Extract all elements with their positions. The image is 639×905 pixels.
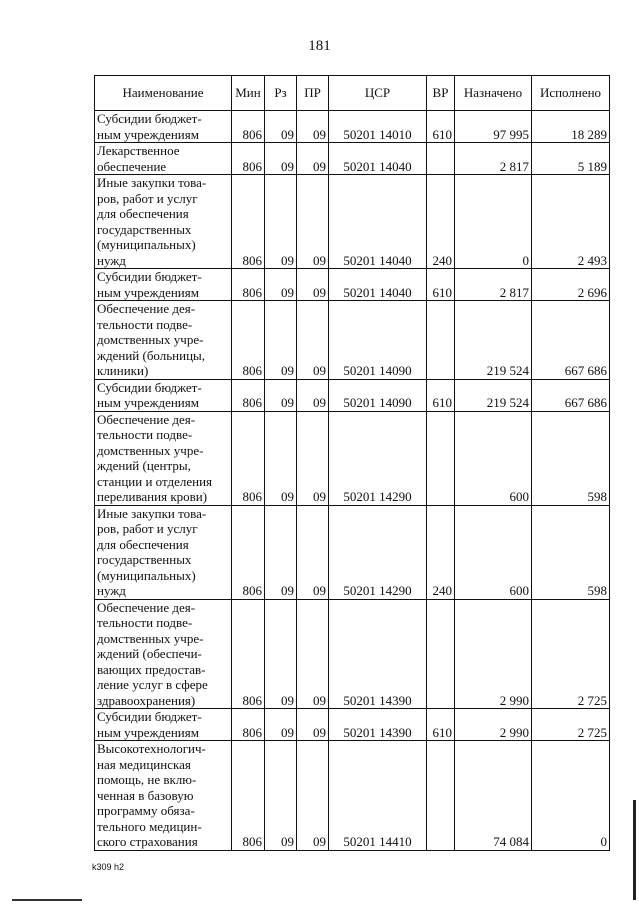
cell-name-line: ным учреждениям — [97, 724, 199, 740]
cell-assigned: 600 — [455, 411, 532, 505]
cell-vr: 610 — [427, 709, 455, 741]
cell-name-line: для обеспечения — [97, 536, 189, 552]
cell-name — [95, 709, 232, 741]
cell-pr: 09 — [297, 505, 329, 599]
cell-rz: 09 — [265, 411, 297, 505]
cell-name-line: государственных — [97, 221, 192, 237]
cell-vr: 610 — [427, 111, 455, 143]
cell-csr: 50201 14090 — [329, 379, 427, 411]
cell-rz: 09 — [265, 505, 297, 599]
cell-name-line: станции и отделения — [97, 473, 213, 489]
cell-name — [95, 175, 232, 269]
header-name: Наименование — [95, 76, 232, 111]
cell-name-line: ным учреждениям — [97, 126, 199, 142]
cell-name-line: тельности подве- — [97, 316, 193, 332]
cell-name-line: здравоохранения) — [97, 692, 196, 708]
cell-executed: 598 — [532, 505, 610, 599]
cell-name-line: для обеспечения — [97, 206, 189, 221]
cell-min: 806 — [232, 709, 265, 741]
cell-csr: 50201 14410 — [329, 741, 427, 851]
cell-name — [95, 741, 232, 851]
header-rz: Рз — [265, 76, 297, 111]
cell-name-line: тельного медицин- — [97, 818, 202, 834]
cell-min: 806 — [232, 143, 265, 175]
cell-name-line: ным учреждениям — [97, 284, 199, 300]
cell-min: 806 — [232, 411, 265, 505]
cell-name-line: Иные закупки това- — [97, 505, 207, 521]
cell-name-line: Субсидии бюджет- — [97, 111, 202, 126]
cell-pr: 09 — [297, 379, 329, 411]
cell-vr: 240 — [427, 175, 455, 269]
cell-min: 806 — [232, 111, 265, 143]
cell-csr: 50201 14040 — [329, 269, 427, 301]
cell-pr: 09 — [297, 741, 329, 851]
cell-rz: 09 — [265, 741, 297, 851]
cell-name — [95, 599, 232, 709]
cell-name-line: ров, работ и услуг — [97, 521, 198, 536]
cell-pr: 09 — [297, 111, 329, 143]
cell-pr: 09 — [297, 175, 329, 269]
cell-min: 806 — [232, 301, 265, 380]
cell-vr — [427, 411, 455, 505]
cell-assigned: 219 524 — [455, 301, 532, 380]
cell-rz: 09 — [265, 599, 297, 709]
cell-csr: 50201 14390 — [329, 709, 427, 741]
cell-executed: 18 289 — [532, 111, 610, 143]
cell-name-line: ского страхования — [97, 834, 198, 849]
cell-name-line: ная медицинская — [97, 756, 191, 772]
cell-min: 806 — [232, 269, 265, 301]
scan-line-mark — [12, 899, 82, 901]
cell-executed: 2 725 — [532, 709, 610, 741]
cell-name-line: вающих предостав- — [97, 661, 206, 677]
cell-name-line: Субсидии бюджет- — [97, 709, 202, 724]
cell-vr: 610 — [427, 269, 455, 301]
cell-min: 806 — [232, 599, 265, 709]
cell-name-line: нужд — [97, 252, 126, 268]
cell-name — [95, 411, 232, 505]
cell-executed: 5 189 — [532, 143, 610, 175]
cell-rz: 09 — [265, 111, 297, 143]
table-row — [95, 379, 610, 411]
cell-name-line: нужд — [97, 583, 126, 598]
cell-vr — [427, 301, 455, 380]
cell-min: 806 — [232, 741, 265, 851]
table-row — [95, 741, 610, 851]
cell-pr: 09 — [297, 411, 329, 505]
table-row — [95, 301, 610, 380]
cell-name-line: ление услуг в сфере — [97, 677, 208, 692]
cell-vr — [427, 143, 455, 175]
header-vr: ВР — [427, 76, 455, 111]
cell-name-line: тельности подве- — [97, 427, 193, 442]
budget-table — [94, 75, 610, 851]
header-min: Мин — [232, 76, 265, 111]
table-row — [95, 143, 610, 175]
cell-name-line: клиники) — [97, 363, 149, 378]
cell-assigned: 0 — [455, 175, 532, 269]
header-executed: Исполнено — [532, 76, 610, 111]
header-pr: ПР — [297, 76, 329, 111]
cell-pr: 09 — [297, 599, 329, 709]
header-assigned: Назначено — [455, 76, 532, 111]
cell-name-line: домственных учре- — [97, 442, 204, 458]
cell-vr — [427, 741, 455, 851]
cell-csr: 50201 14090 — [329, 301, 427, 380]
cell-name-line: государственных — [97, 552, 192, 567]
cell-name-line: Обеспечение дея- — [97, 301, 196, 316]
cell-name-line: Субсидии бюджет- — [97, 269, 202, 284]
cell-pr: 09 — [297, 301, 329, 380]
cell-vr — [427, 599, 455, 709]
cell-executed: 667 686 — [532, 301, 610, 380]
scan-edge-mark — [633, 800, 636, 900]
cell-name-line: Обеспечение дея- — [97, 411, 196, 427]
cell-name-line: Высокотехнологич- — [97, 741, 206, 756]
cell-name — [95, 111, 232, 143]
cell-csr: 50201 14040 — [329, 143, 427, 175]
cell-name-line: ждений (обеспечи- — [97, 646, 202, 661]
table-row — [95, 411, 610, 505]
page-number: 181 — [308, 38, 331, 54]
cell-name — [95, 301, 232, 380]
cell-name-line: программу обяза- — [97, 803, 195, 818]
cell-name-line: ждений (больницы, — [97, 347, 206, 363]
cell-name-line: ченная в базовую — [97, 787, 194, 803]
table-row — [95, 599, 610, 709]
cell-name-line: тельности подве- — [97, 615, 193, 630]
cell-name — [95, 269, 232, 301]
cell-rz: 09 — [265, 379, 297, 411]
footer-code: k309 h2 — [92, 862, 125, 872]
cell-assigned: 2 817 — [455, 269, 532, 301]
cell-name-line: ным учреждениям — [97, 395, 199, 410]
cell-name-line: ров, работ и услуг — [97, 190, 198, 206]
table-row — [95, 709, 610, 741]
table-row — [95, 505, 610, 599]
cell-vr: 240 — [427, 505, 455, 599]
cell-assigned: 2 990 — [455, 599, 532, 709]
cell-name-line: Субсидии бюджет- — [97, 379, 202, 395]
table-body — [95, 111, 610, 851]
cell-csr: 50201 14390 — [329, 599, 427, 709]
cell-min: 806 — [232, 379, 265, 411]
cell-name-line: переливания крови) — [97, 489, 208, 504]
cell-name-line: ждений (центры, — [97, 458, 191, 473]
cell-assigned: 2 817 — [455, 143, 532, 175]
cell-csr: 50201 14040 — [329, 175, 427, 269]
cell-name-line: домственных учре- — [97, 332, 204, 347]
cell-rz: 09 — [265, 175, 297, 269]
table-row — [95, 175, 610, 269]
header-csr: ЦСР — [329, 76, 427, 111]
cell-rz: 09 — [265, 269, 297, 301]
cell-executed: 2 696 — [532, 269, 610, 301]
cell-executed: 598 — [532, 411, 610, 505]
cell-name — [95, 379, 232, 411]
cell-rz: 09 — [265, 143, 297, 175]
table-row — [95, 111, 610, 143]
cell-csr: 50201 14290 — [329, 505, 427, 599]
cell-name-line: домственных учре- — [97, 630, 204, 646]
cell-executed: 667 686 — [532, 379, 610, 411]
table-row — [95, 269, 610, 301]
cell-pr: 09 — [297, 269, 329, 301]
cell-name-line: Иные закупки това- — [97, 175, 207, 190]
cell-assigned: 97 995 — [455, 111, 532, 143]
table-header-row — [95, 76, 610, 111]
cell-assigned: 219 524 — [455, 379, 532, 411]
cell-assigned: 600 — [455, 505, 532, 599]
cell-name-line: помощь, не вклю- — [97, 772, 197, 787]
cell-min: 806 — [232, 505, 265, 599]
cell-assigned: 2 990 — [455, 709, 532, 741]
cell-name — [95, 505, 232, 599]
cell-name — [95, 143, 232, 175]
cell-executed: 2 493 — [532, 175, 610, 269]
cell-min: 806 — [232, 175, 265, 269]
cell-name-line: (муниципальных) — [97, 567, 196, 583]
cell-pr: 09 — [297, 143, 329, 175]
cell-name-line: обеспечение — [97, 158, 167, 174]
cell-executed: 2 725 — [532, 599, 610, 709]
cell-assigned: 74 084 — [455, 741, 532, 851]
cell-csr: 50201 14290 — [329, 411, 427, 505]
cell-rz: 09 — [265, 709, 297, 741]
cell-executed: 0 — [532, 741, 610, 851]
cell-pr: 09 — [297, 709, 329, 741]
cell-rz: 09 — [265, 301, 297, 380]
cell-csr: 50201 14010 — [329, 111, 427, 143]
cell-vr: 610 — [427, 379, 455, 411]
cell-name-line: Обеспечение дея- — [97, 599, 196, 615]
cell-name-line: Лекарственное — [97, 143, 180, 158]
cell-name-line: (муниципальных) — [97, 237, 196, 252]
